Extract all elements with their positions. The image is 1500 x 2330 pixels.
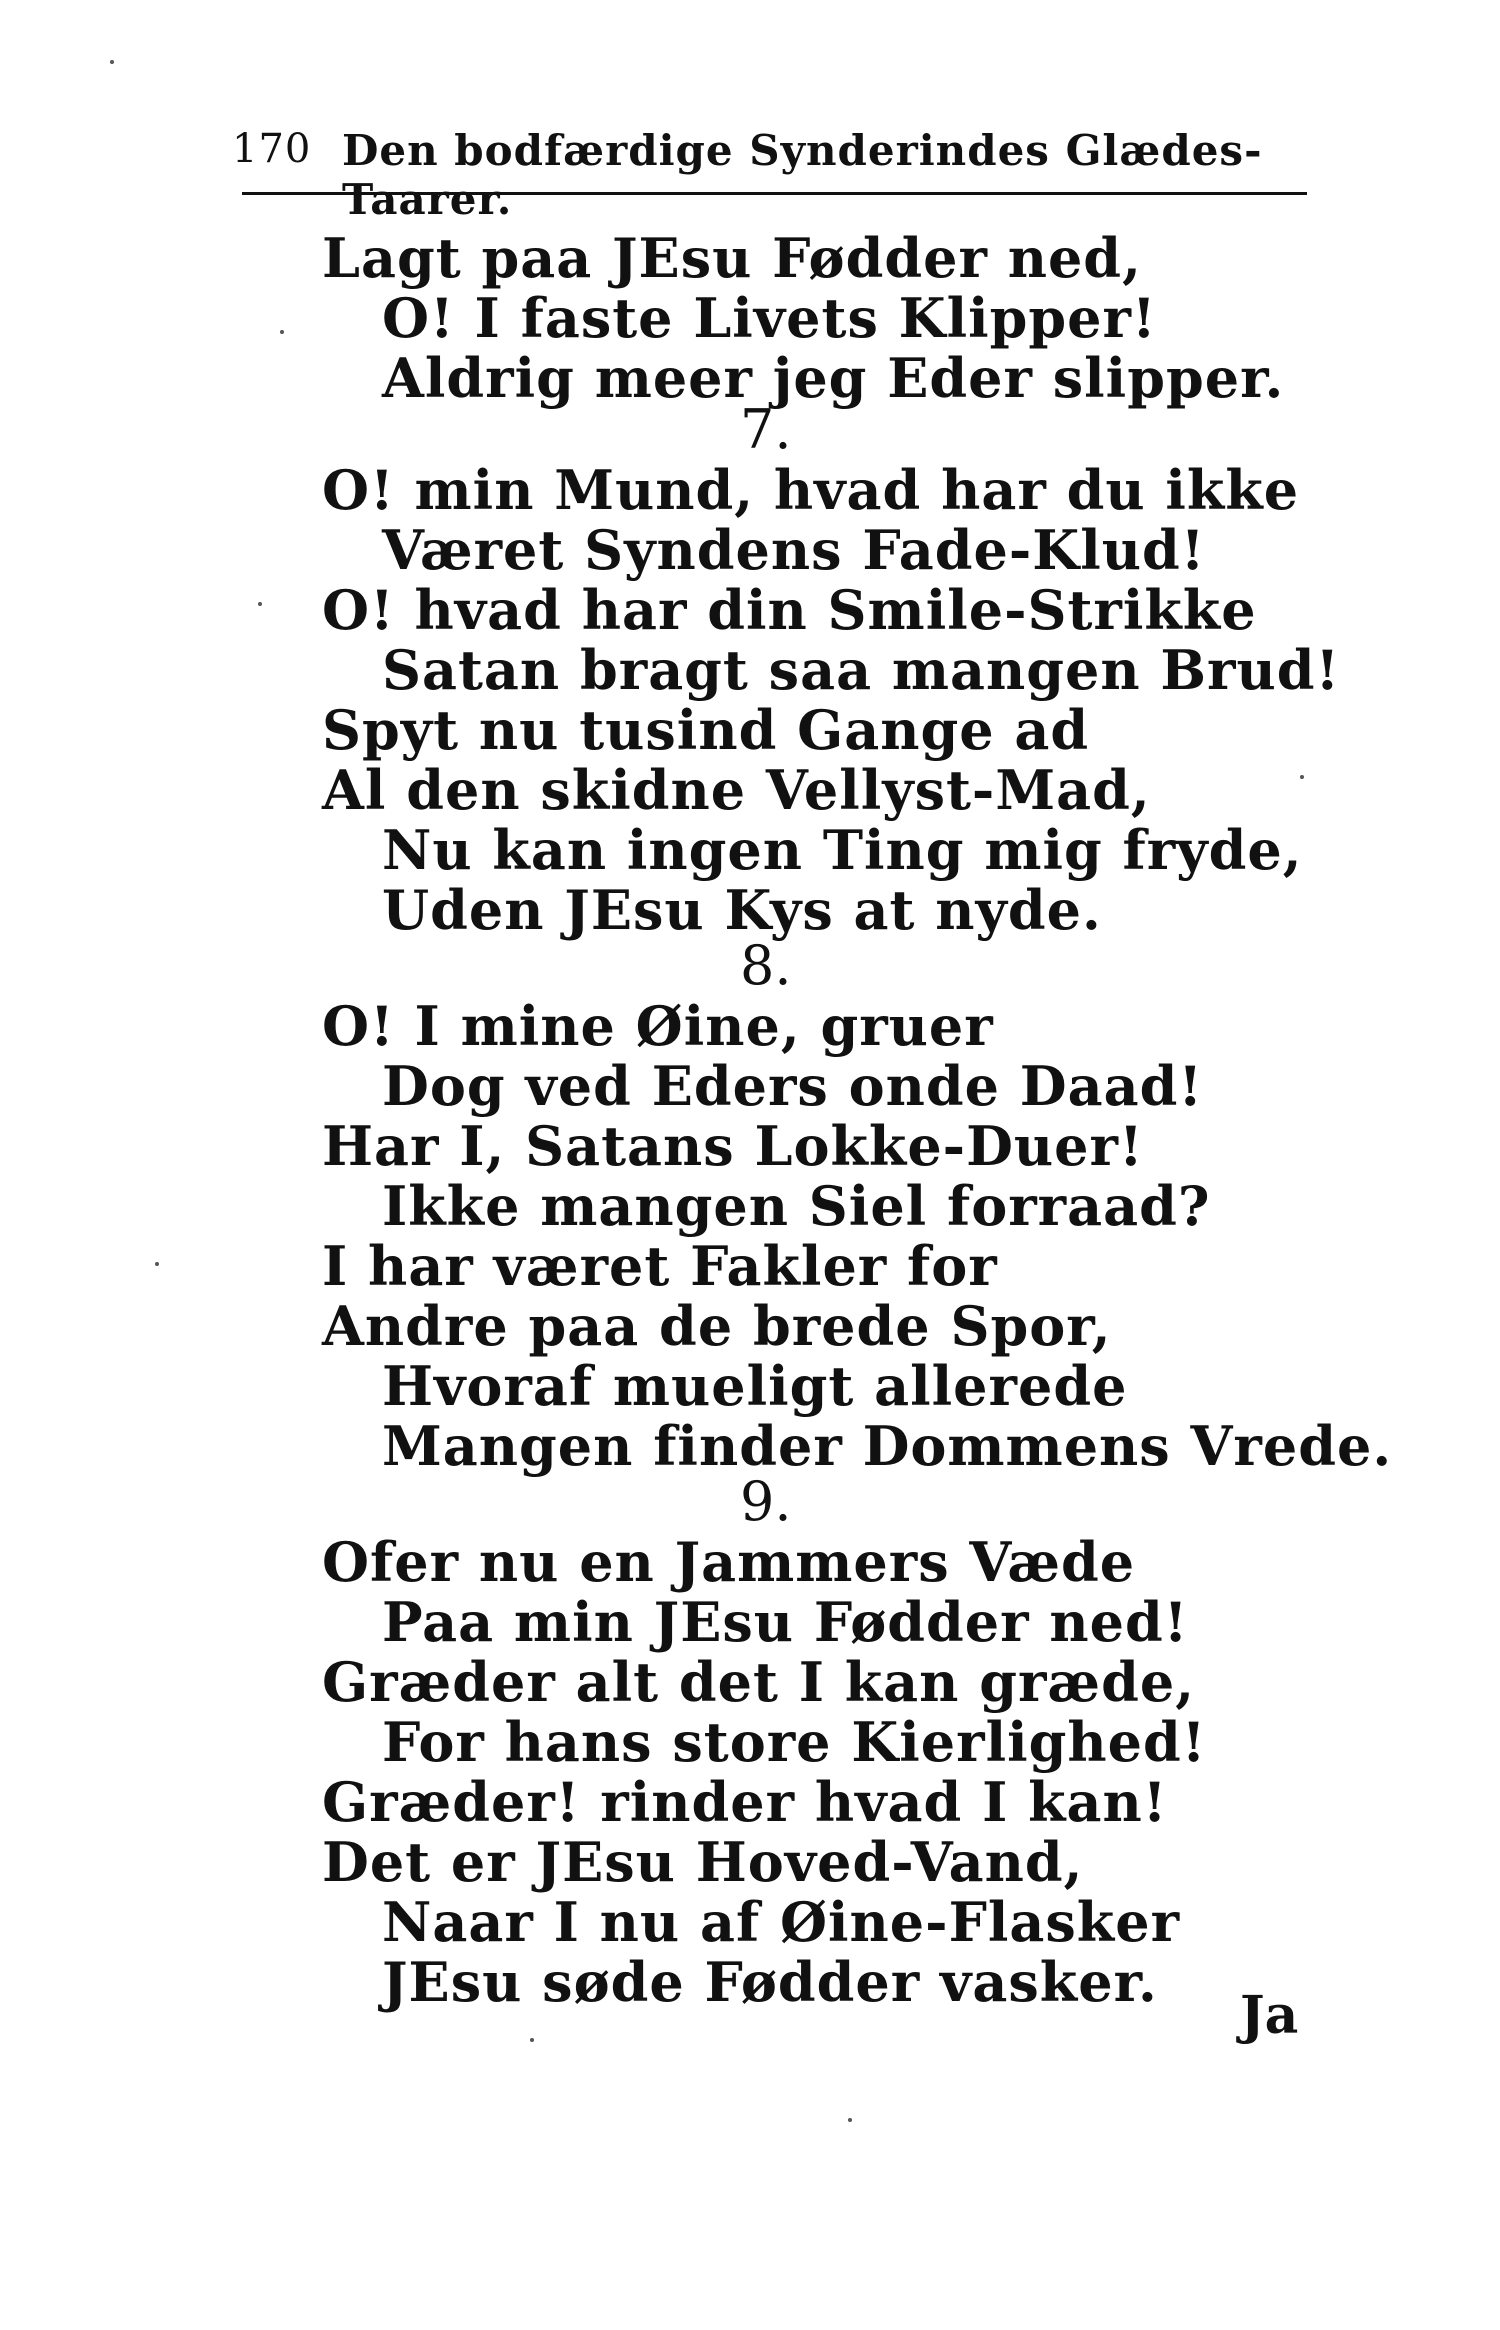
- page-number: 170: [232, 126, 312, 172]
- verse-line: Dog ved Eders onde Daad!: [382, 1054, 1204, 1118]
- verse-line: Har I, Satans Lokke-Duer!: [322, 1114, 1144, 1178]
- verse-line: Hvoraf mueligt allerede: [382, 1354, 1128, 1418]
- scan-speck: [848, 2118, 852, 2122]
- verse-line: Ofer nu en Jammers Væde: [322, 1530, 1136, 1594]
- verse-line: Mangen finder Dommens Vrede.: [382, 1414, 1393, 1478]
- scan-speck: [155, 1262, 159, 1266]
- scan-speck: [280, 330, 284, 334]
- verse-line: Aldrig meer jeg Eder slipper.: [382, 346, 1285, 410]
- verse-line: O! hvad har din Smile-Strikke: [322, 578, 1257, 642]
- scan-speck: [1300, 775, 1304, 779]
- running-title: Den bodfærdige Synderindes Glædes-Taarer.: [342, 126, 1263, 224]
- verse-line: For hans store Kierlighed!: [382, 1710, 1207, 1774]
- verse-line: Uden JEsu Kys at nyde.: [382, 878, 1102, 942]
- verse-line: O! min Mund, hvad har du ikke: [322, 458, 1300, 522]
- stanza-number: 9.: [740, 1470, 792, 1533]
- verse-line: Ikke mangen Siel forraad?: [382, 1174, 1211, 1238]
- header-rule: [242, 192, 1307, 195]
- verse-line: Satan bragt saa mangen Brud!: [382, 638, 1341, 702]
- verse-line: Paa min JEsu Fødder ned!: [382, 1590, 1189, 1654]
- verse-line: Andre paa de brede Spor,: [322, 1294, 1112, 1358]
- verse-line: O! I mine Øine, gruer: [322, 994, 994, 1058]
- running-head: [232, 118, 1307, 224]
- verse-line: I har været Fakler for: [322, 1234, 998, 1298]
- verse-line: Naar I nu af Øine-Flasker: [382, 1890, 1181, 1954]
- verse-line: Græder! rinder hvad I kan!: [322, 1770, 1168, 1834]
- verse-line: O! I faste Livets Klipper!: [382, 286, 1157, 350]
- stanza-number: 7.: [740, 398, 792, 461]
- verse-line: Spyt nu tusind Gange ad: [322, 698, 1090, 762]
- verse-line: Græder alt det I kan græde,: [322, 1650, 1195, 1714]
- stanza-number: 8.: [740, 934, 792, 997]
- verse-line: Lagt paa JEsu Fødder ned,: [322, 226, 1142, 290]
- catchword: Ja: [1240, 1985, 1299, 2046]
- verse-line: Nu kan ingen Ting mig fryde,: [382, 818, 1303, 882]
- scan-speck: [110, 60, 114, 64]
- verse-line: JEsu søde Fødder vasker.: [382, 1950, 1158, 2014]
- verse-line: Det er JEsu Hoved-Vand,: [322, 1830, 1084, 1894]
- verse-line: Al den skidne Vellyst-Mad,: [322, 758, 1151, 822]
- scan-speck: [530, 2038, 534, 2042]
- scan-speck: [258, 602, 262, 606]
- verse-line: Været Syndens Fade-Klud!: [382, 518, 1206, 582]
